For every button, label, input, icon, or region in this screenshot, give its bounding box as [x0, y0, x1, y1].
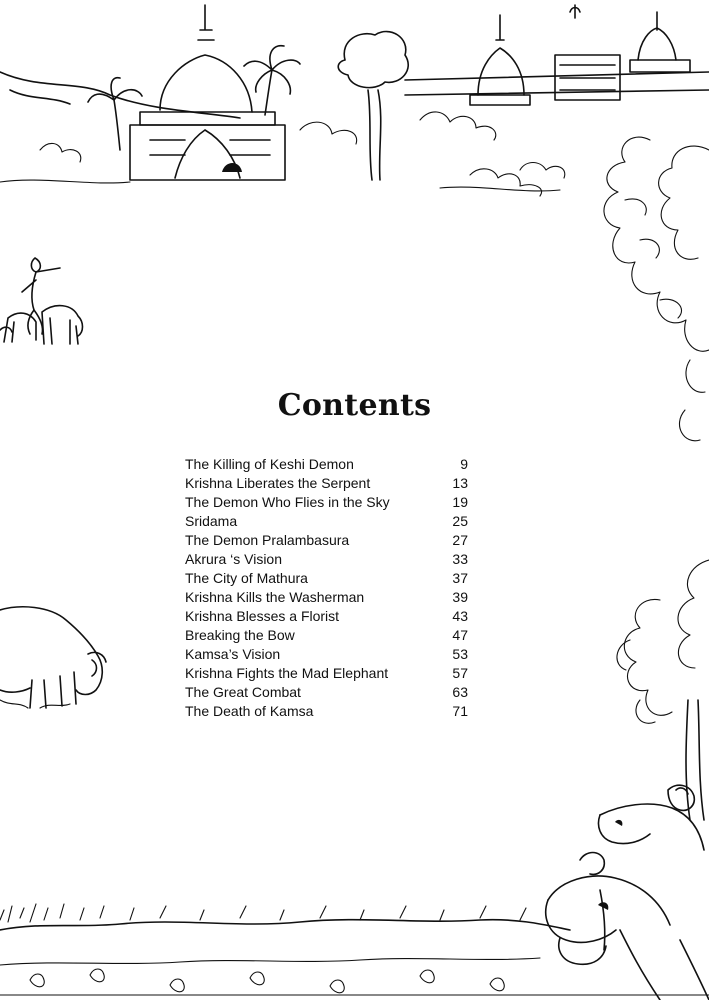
table-of-contents — [185, 455, 468, 721]
toc-entry-page-number: 25 — [452, 513, 468, 529]
toc-entry-title: The Great Combat — [185, 684, 301, 700]
toc-entry-title: Akrura ‘s Vision — [185, 551, 283, 567]
grass-and-flowers — [0, 904, 709, 995]
page-title: Contents — [277, 388, 432, 423]
toc-entry-page-number: 19 — [452, 494, 468, 510]
toc-entry-page-number: 39 — [452, 589, 468, 605]
toc-entry-title: Sridama — [185, 513, 238, 529]
toc-entry-page-number: 53 — [452, 646, 468, 662]
toc-entry-page-number: 9 — [460, 456, 468, 472]
toc-entry — [185, 626, 468, 645]
toc-entry-title: Krishna Kills the Washerman — [185, 589, 365, 605]
toc-entry-page-number: 27 — [452, 532, 468, 548]
toc-entry-page-number: 57 — [452, 665, 468, 681]
toc-entry-title: Breaking the Bow — [185, 627, 295, 643]
toc-entry — [185, 531, 468, 550]
toc-entry-page-number: 33 — [452, 551, 468, 567]
toc-entry — [185, 664, 468, 683]
toc-entry-title: Krishna Liberates the Serpent — [185, 475, 371, 491]
toc-entry-title: Krishna Blesses a Florist — [185, 608, 340, 624]
toc-entry-title: The City of Mathura — [185, 570, 308, 586]
toc-entry — [185, 607, 468, 626]
temple-landscape — [0, 5, 709, 196]
toc-entry-page-number: 37 — [452, 570, 468, 586]
toc-entry — [185, 569, 468, 588]
toc-entry-page-number: 13 — [452, 475, 468, 491]
toc-entry — [185, 550, 468, 569]
toc-entry — [185, 512, 468, 531]
toc-entry — [185, 702, 468, 721]
toc-entry — [185, 683, 468, 702]
toc-entry-title: Kamsa’s Vision — [185, 646, 281, 662]
cowherd-with-calves — [0, 258, 83, 344]
toc-entry — [185, 455, 468, 474]
toc-entry-title: The Demon Who Flies in the Sky — [185, 494, 390, 510]
toc-entry-page-number: 47 — [452, 627, 468, 643]
toc-entry-page-number: 71 — [452, 703, 468, 719]
toc-entry-title: The Demon Pralambasura — [185, 532, 350, 548]
toc-entry — [185, 588, 468, 607]
grazing-calf — [0, 607, 106, 708]
toc-entry — [185, 474, 468, 493]
toc-entry-title: The Killing of Keshi Demon — [185, 456, 354, 472]
toc-entry — [185, 493, 468, 512]
toc-entry-title: The Death of Kamsa — [185, 703, 314, 719]
toc-entry-title: Krishna Fights the Mad Elephant — [185, 665, 389, 681]
toc-entry-page-number: 63 — [452, 684, 468, 700]
toc-entry-page-number: 43 — [452, 608, 468, 624]
tree-foliage — [604, 137, 709, 820]
cow-heads — [546, 785, 709, 1000]
toc-entry — [185, 645, 468, 664]
